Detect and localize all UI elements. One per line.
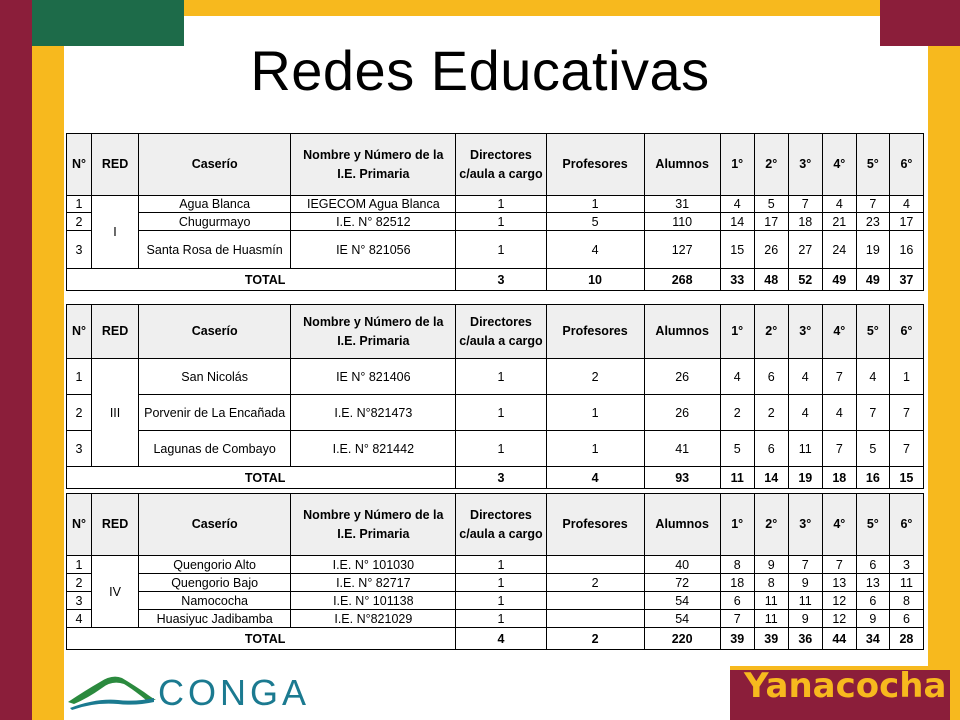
table-header-row — [67, 134, 924, 196]
header-g6: 6° — [889, 134, 923, 196]
left-maroon-bar — [0, 0, 32, 720]
red-cell: III — [92, 359, 139, 467]
header-directores: Directores c/aula a cargo — [456, 134, 546, 196]
table-row: 3 Namococha I.E. N° 101138 1 54 6 11 11 12 6 8 — [67, 592, 924, 610]
table-header-row: N° RED Caserío Nombre y Número de la I.E. Primaria Directores c/aula a cargo Profesores Alumnos 1° 2° 3° 4° 5° 6° — [67, 494, 924, 556]
red-cell: I — [92, 196, 139, 269]
top-gold-bar — [184, 0, 880, 16]
header-g4: 4° — [822, 134, 856, 196]
table-red-i — [66, 133, 924, 291]
header-red: RED — [92, 134, 139, 196]
header-profesores: Profesores — [546, 134, 644, 196]
total-row: TOTAL 4 2 220 39 39 36 44 34 28 — [67, 628, 924, 650]
table-row: 2 Chugurmayo I.E. N° 82512 1 5 110 14 17 18 21 23 17 — [67, 213, 924, 231]
yanacocha-logo-text: Yanacocha — [744, 666, 947, 706]
conga-logo-text: CONGA — [158, 672, 311, 713]
table-red-iii — [66, 304, 924, 489]
table-row: 1 IV Quengorio Alto I.E. N° 101030 1 40 8 9 7 7 6 3 — [67, 556, 924, 574]
table-row: 3 Lagunas de Combayo I.E. N° 821442 1 1 41 5 6 11 7 5 7 — [67, 431, 924, 467]
total-row: TOTAL 3 10 268 33 48 52 49 49 37 — [67, 269, 924, 291]
header-alumnos: Alumnos — [644, 134, 720, 196]
table-header-row: N° RED Caserío Nombre y Número de la I.E. Primaria Directores c/aula a cargo Profesores Alumnos 1° 2° 3° 4° 5° 6° — [67, 305, 924, 359]
red-cell: IV — [92, 556, 139, 628]
table-row: 2 Porvenir de La Encañada I.E. N°821473 1 1 26 2 2 4 4 7 7 — [67, 395, 924, 431]
table-row: 1 I Agua Blanca IEGECOM Agua Blanca 1 1 31 4 5 7 4 7 4 — [67, 196, 924, 213]
table-row: 4 Huasiyuc Jadibamba I.E. N°821029 1 54 7 11 9 12 9 6 — [67, 610, 924, 628]
header-g2: 2° — [754, 134, 788, 196]
header-g5: 5° — [856, 134, 889, 196]
left-gold-bar — [32, 46, 64, 720]
header-caserio: Caserío — [139, 134, 291, 196]
header-g3: 3° — [788, 134, 822, 196]
header-ie: Nombre y Número de la I.E. Primaria — [291, 134, 456, 196]
table-row: 1 III San Nicolás IE N° 821406 1 2 26 4 6 4 7 4 1 — [67, 359, 924, 395]
header-n: N° — [67, 134, 92, 196]
table-row: 2 Quengorio Bajo I.E. N° 82717 1 2 72 18 8 9 13 13 11 — [67, 574, 924, 592]
total-row: TOTAL 3 4 93 11 14 19 18 16 15 — [67, 467, 924, 489]
slide-title: Redes Educativas — [250, 39, 710, 102]
right-gold-bar — [928, 46, 960, 720]
header-g1: 1° — [720, 134, 754, 196]
table-red-iv — [66, 493, 924, 650]
table-row: 3 Santa Rosa de Huasmín IE N° 821056 1 4 127 15 26 27 24 19 16 — [67, 231, 924, 269]
